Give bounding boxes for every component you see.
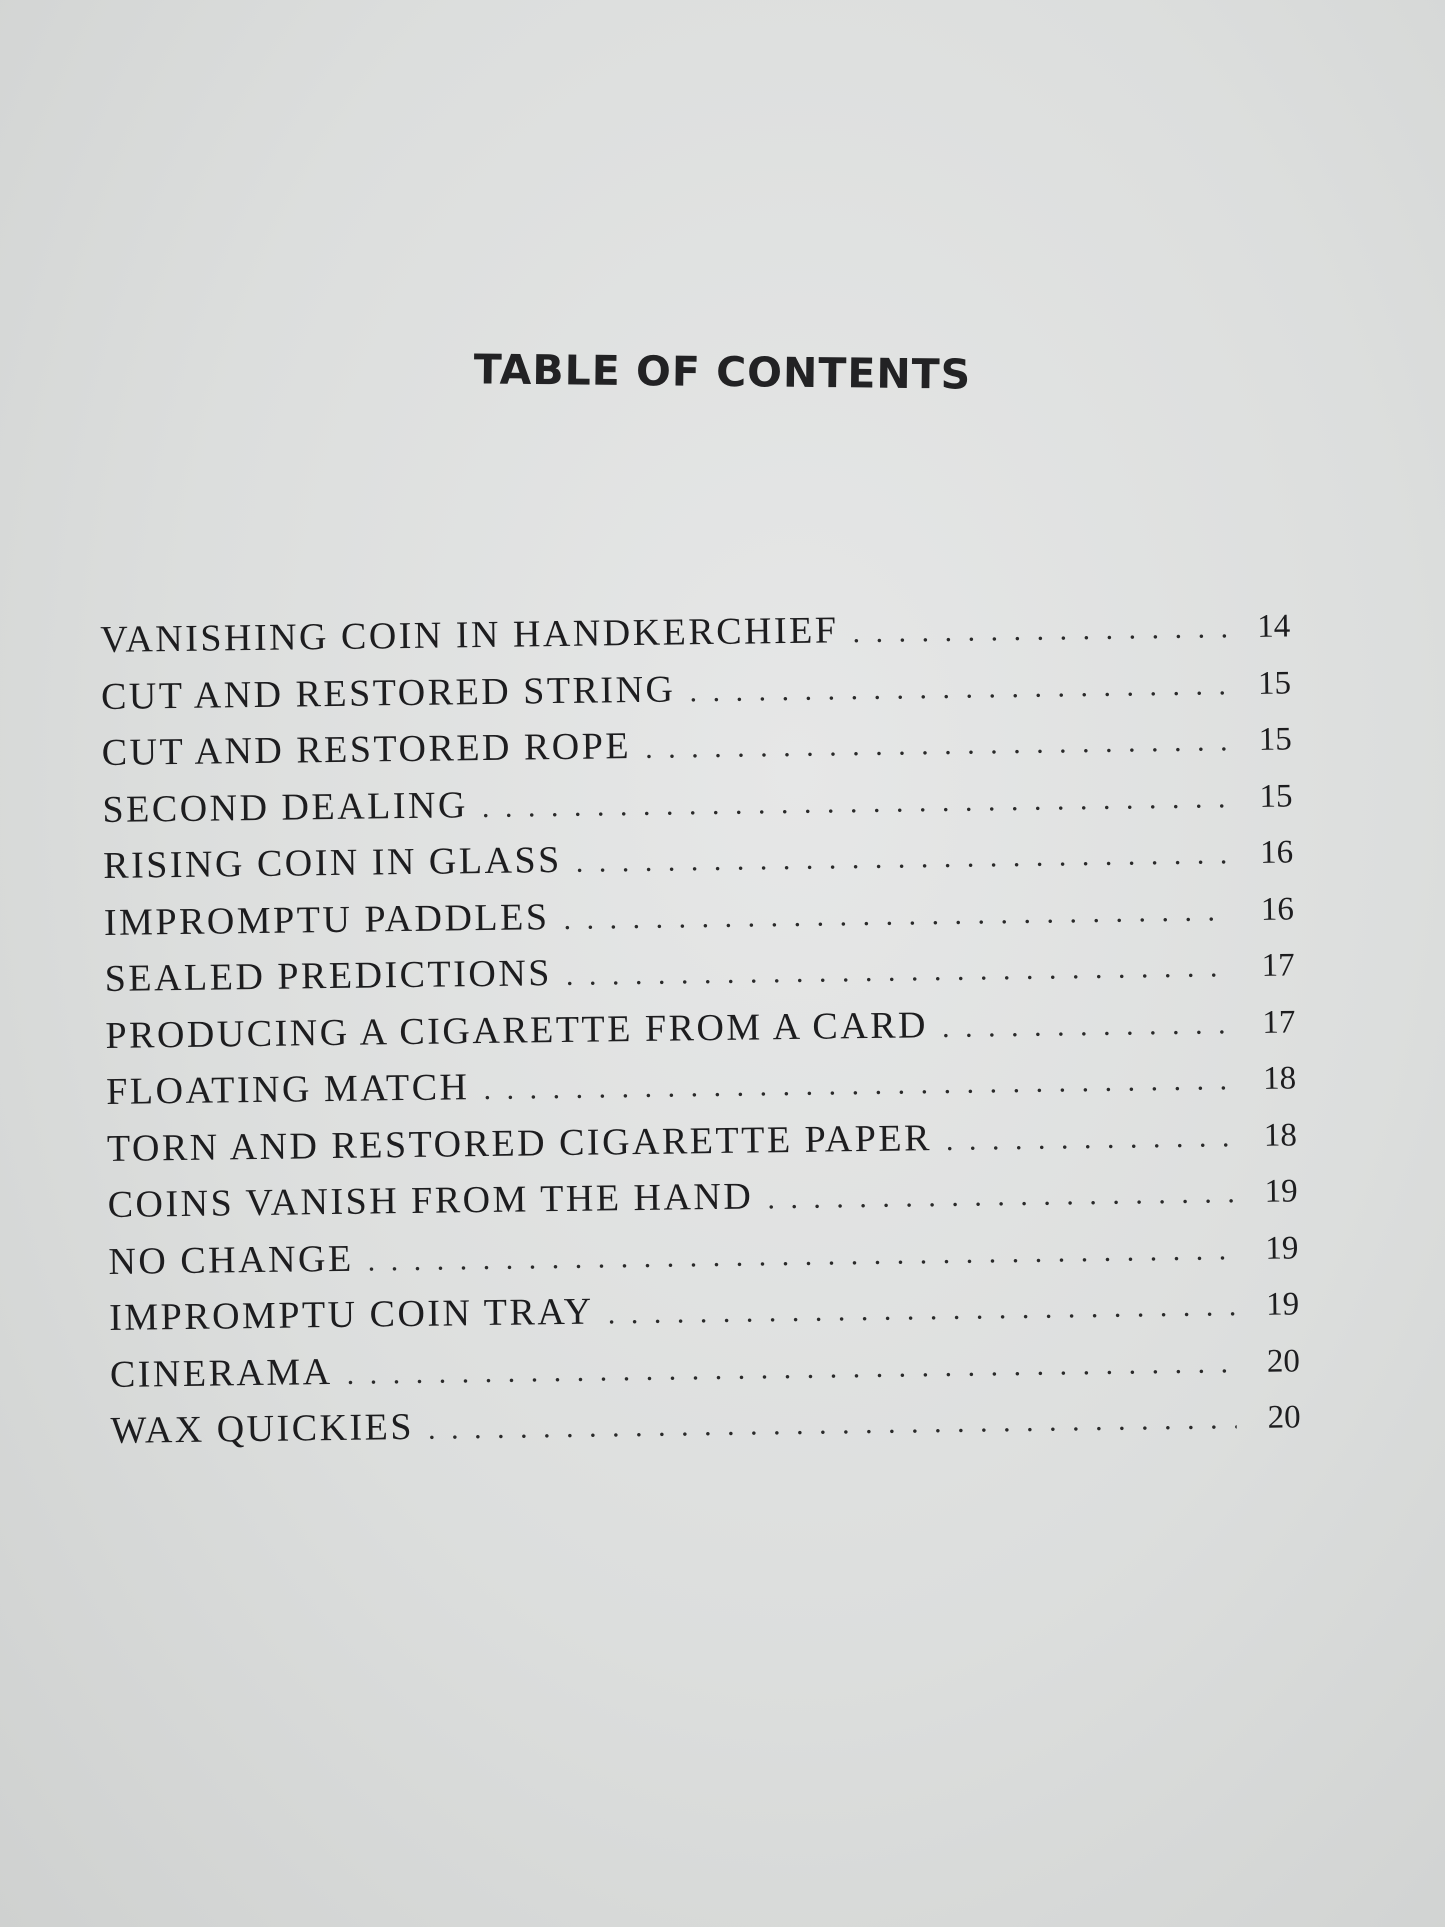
- toc-entry-label: IMPROMPTU COIN TRAY: [108, 1290, 594, 1339]
- toc-page-number: 19: [1264, 1173, 1298, 1210]
- toc-page-number: 17: [1262, 1003, 1296, 1041]
- toc-page-number: 15: [1257, 664, 1292, 702]
- toc-page-number: 16: [1260, 890, 1295, 928]
- dot-leader: [566, 950, 1231, 993]
- dot-leader: [608, 1289, 1236, 1331]
- toc-entry-label: SECOND DEALING: [102, 783, 469, 831]
- toc-page-number: 17: [1261, 947, 1295, 984]
- dot-leader: [576, 837, 1230, 880]
- dot-leader: [852, 611, 1226, 650]
- toc-entry-label: SEALED PREDICTIONS: [104, 952, 553, 1000]
- dot-leader: [428, 1402, 1237, 1447]
- toc-entry-label: TORN AND RESTORED CIGARETTE PAPER: [106, 1116, 933, 1170]
- toc-list: [100, 602, 1301, 1465]
- dot-leader: [367, 1233, 1234, 1278]
- toc-page-number: 19: [1265, 1229, 1299, 1267]
- toc-page-number: 20: [1266, 1342, 1301, 1380]
- dot-leader: [483, 1063, 1232, 1107]
- toc-entry-label: COINS VANISH FROM THE HAND: [107, 1175, 754, 1226]
- toc-entry-label: RISING COIN IN GLASS: [102, 838, 563, 887]
- toc-entry-label: CUT AND RESTORED ROPE: [101, 725, 632, 774]
- toc-page-number: 19: [1265, 1286, 1300, 1323]
- dot-leader: [482, 781, 1229, 825]
- page-title: TABLE OF CONTENTS: [473, 345, 972, 399]
- toc-entry-label: FLOATING MATCH: [105, 1066, 470, 1113]
- toc-page-number: 18: [1262, 1060, 1297, 1097]
- toc-entry-label: IMPROMPTU PADDLES: [103, 895, 550, 944]
- toc-page-number: 15: [1258, 721, 1292, 758]
- dot-leader: [942, 1007, 1232, 1045]
- dot-leader: [563, 894, 1230, 937]
- toc-entry-label: WAX QUICKIES: [110, 1405, 415, 1452]
- toc-page-number: 20: [1267, 1399, 1301, 1436]
- toc-page-number: 16: [1259, 834, 1294, 871]
- toc-entry-label: CINERAMA: [109, 1350, 333, 1396]
- toc-page-number: 15: [1259, 777, 1293, 815]
- toc-entry-label: CUT AND RESTORED STRING: [100, 667, 676, 718]
- dot-leader: [645, 724, 1228, 766]
- toc-entry-label: NO CHANGE: [108, 1237, 354, 1283]
- dot-leader: [767, 1176, 1234, 1216]
- dot-leader: [946, 1120, 1233, 1158]
- toc-page-number: 18: [1263, 1116, 1298, 1154]
- dot-leader: [689, 668, 1227, 709]
- toc-page-number: 14: [1256, 608, 1291, 645]
- toc-entry-label: VANISHING COIN IN HANDKERCHIEF: [100, 609, 839, 661]
- toc-entry-label: PRODUCING A CIGARETTE FROM A CARD: [105, 1003, 929, 1057]
- dot-leader: [346, 1346, 1236, 1392]
